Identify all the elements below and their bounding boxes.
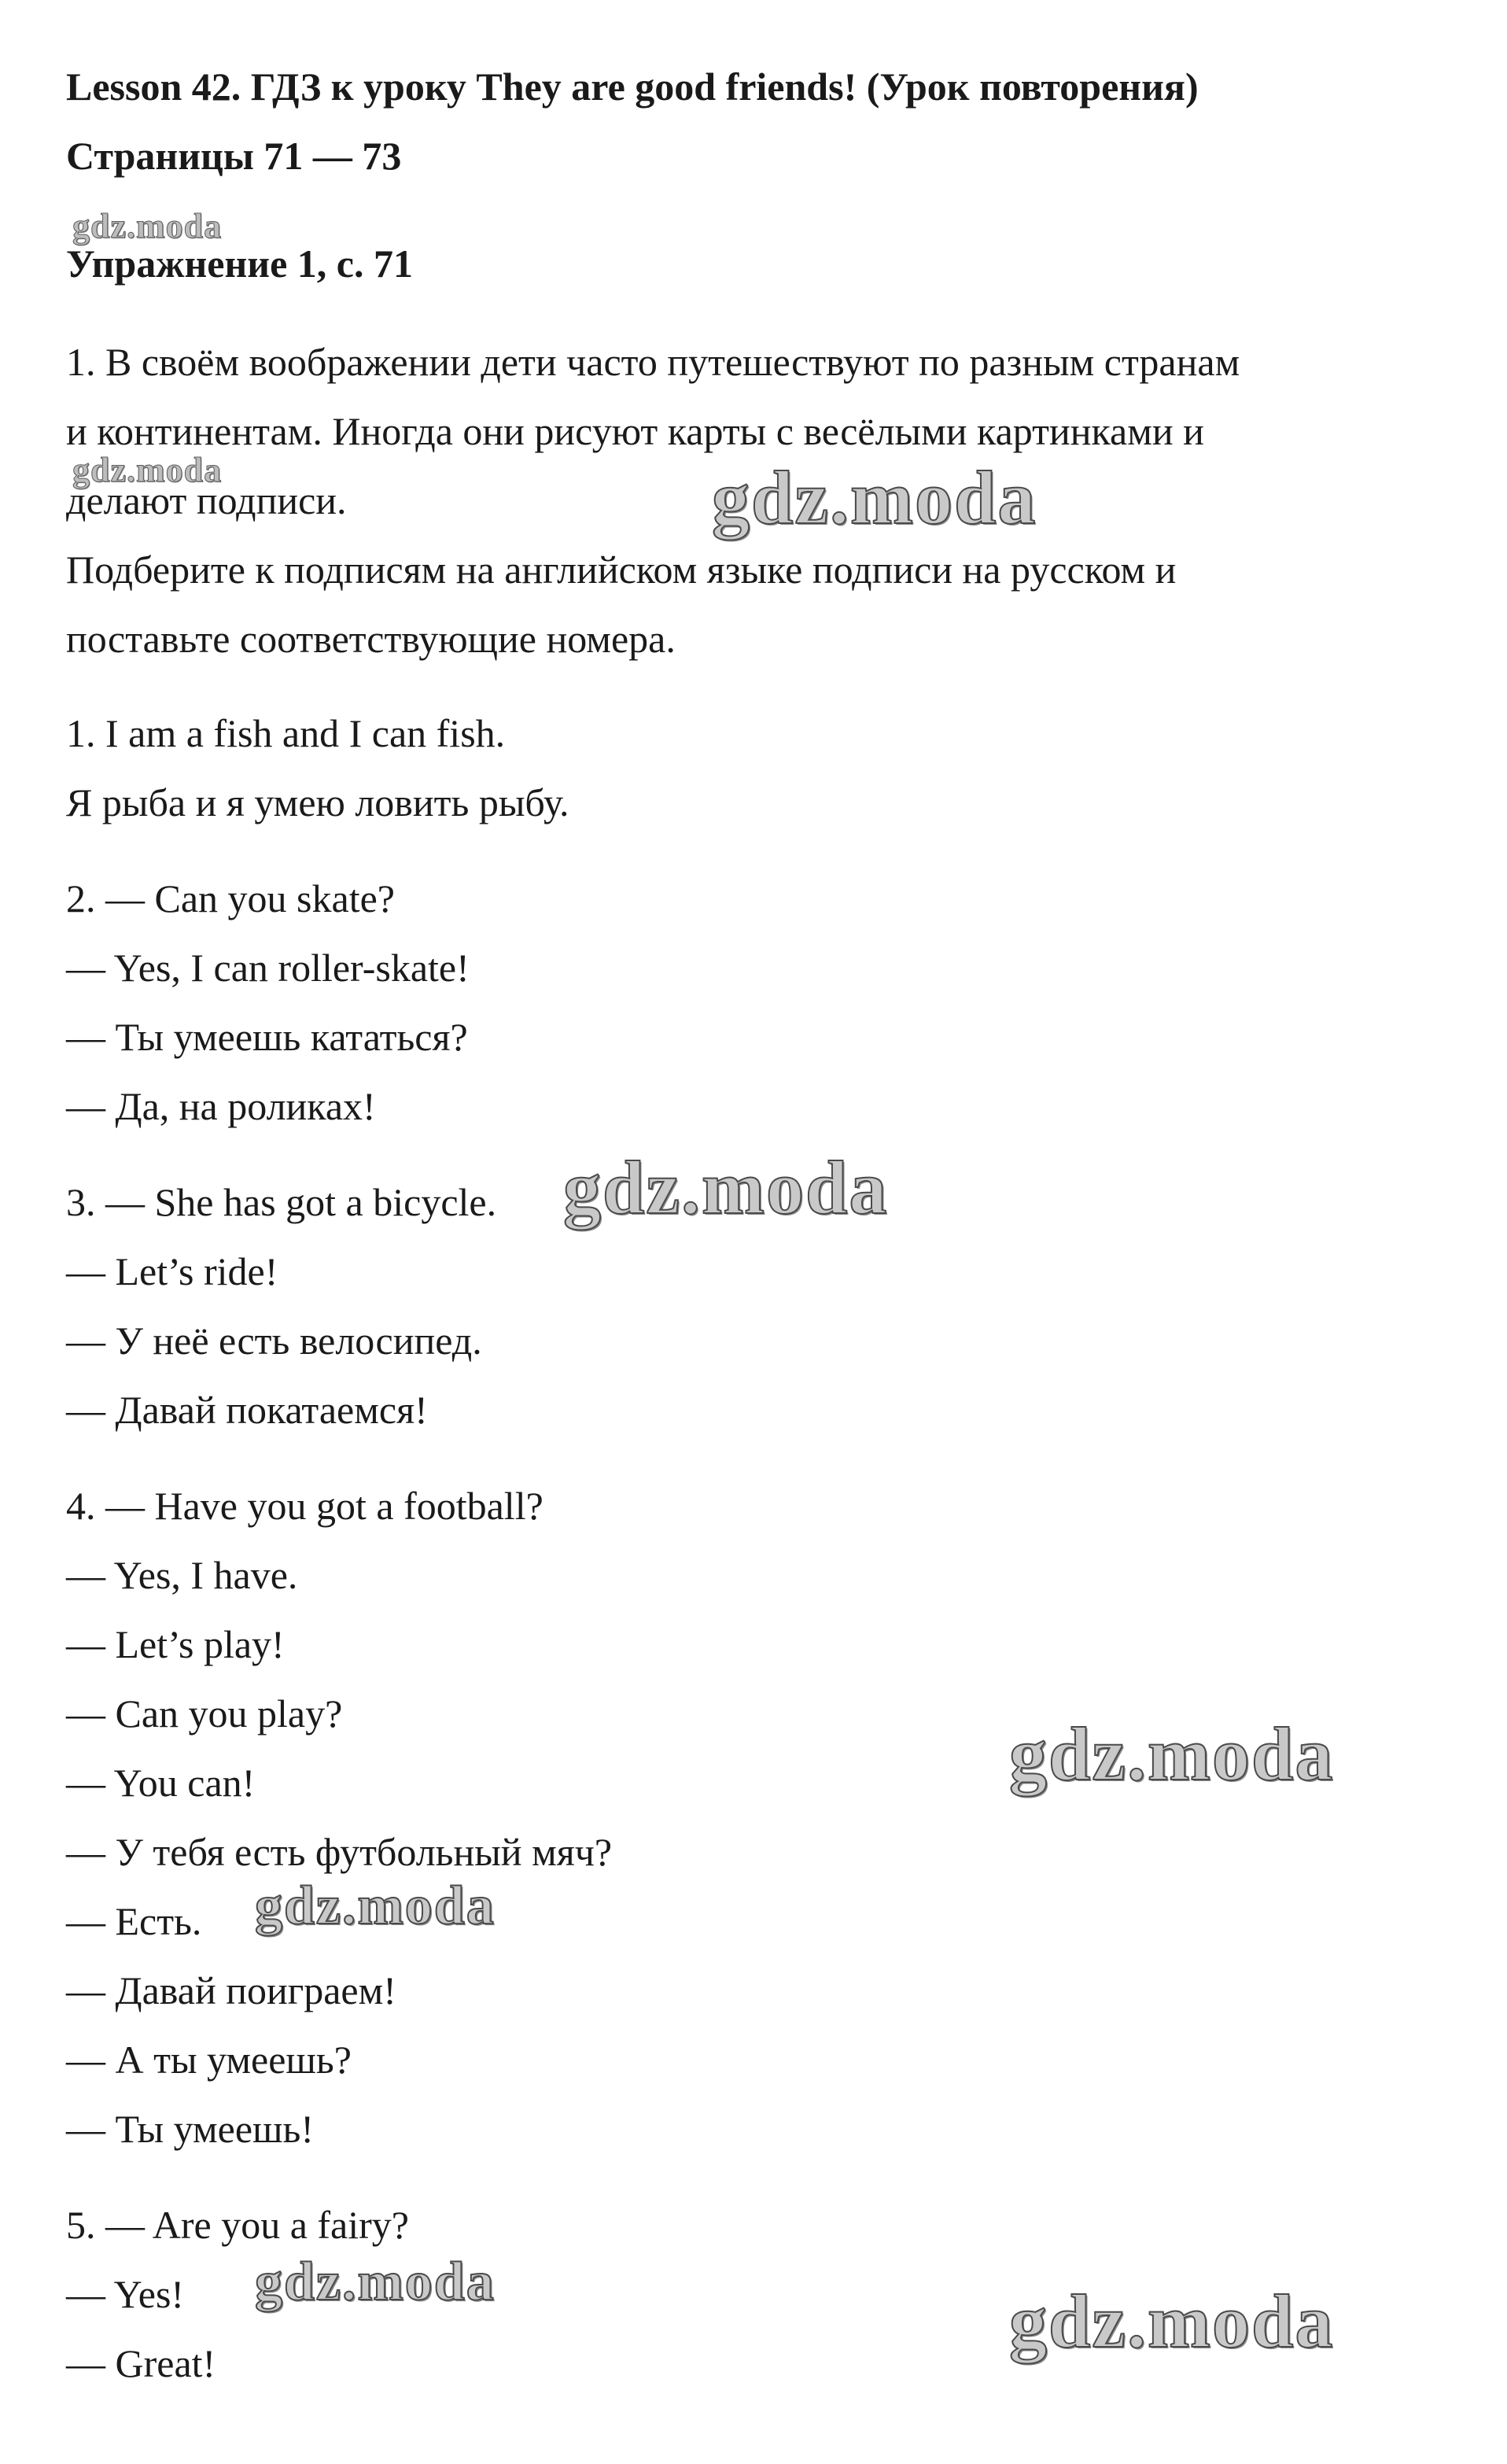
answer-line: — Давай покатаемся! <box>66 1388 428 1432</box>
answer-line: 3. — She has got a bicycle. <box>66 1180 497 1224</box>
answer-line: 1. I am a fish and I can fish. <box>66 711 506 755</box>
answer-line: — Let’s ride! <box>66 1249 278 1293</box>
page-title: Lesson 42. ГДЗ к уроку They are good friends! (Урок повторения) <box>66 65 1199 109</box>
watermark: gdz.moda <box>712 456 1037 540</box>
task-line: и континентам. Иногда они рисуют карты с весёлыми картинками и <box>66 409 1204 453</box>
task-line: поставьте соответствующие номера. <box>66 617 676 661</box>
watermark: gdz.moda <box>255 2252 496 2312</box>
answer-line: Я рыба и я умею ловить рыбу. <box>66 780 569 824</box>
task-line: Подберите к подписям на английском языке подписи на русском и <box>66 548 1177 592</box>
answer-line: — Давай поиграем! <box>66 1968 396 2012</box>
watermark: gdz.moda <box>72 207 223 245</box>
watermark: gdz.moda <box>72 451 223 489</box>
answer-line: — Ты умеешь кататься? <box>66 1015 468 1059</box>
answer-line: — А ты умеешь? <box>66 2038 352 2082</box>
exercise-heading: Упражнение 1, с. 71 <box>66 242 413 286</box>
answer-line: — Can you play? <box>66 1691 343 1735</box>
answer-line: — Yes, I can roller-skate! <box>66 946 470 990</box>
answer-line: 5. — Are you a fairy? <box>66 2203 409 2247</box>
answer-line: 2. — Can you skate? <box>66 876 395 920</box>
watermark: gdz.moda <box>1009 2279 1335 2363</box>
task-line: делают подписи. <box>66 478 347 522</box>
answer-line: — Да, на роликах! <box>66 1084 376 1128</box>
task-line: 1. В своём воображении дети часто путешествуют по разным странам <box>66 340 1240 384</box>
watermark: gdz.moda <box>255 1876 496 1936</box>
answer-line: — You can! <box>66 1761 256 1805</box>
answer-line: — Ты умеешь! <box>66 2107 314 2151</box>
answer-line: — Есть. <box>66 1899 202 1943</box>
watermark: gdz.moda <box>1009 1712 1335 1796</box>
answer-line: — Yes, I have. <box>66 1553 298 1597</box>
answer-line: — Yes! <box>66 2272 185 2316</box>
answer-line: — Let’s play! <box>66 1622 285 1666</box>
answer-line: 4. — Have you got a football? <box>66 1484 543 1528</box>
watermark: gdz.moda <box>563 1145 889 1230</box>
answer-line: — Great! <box>66 2341 216 2385</box>
answer-line: — У тебя есть футбольный мяч? <box>66 1830 613 1874</box>
answer-line: — У неё есть велосипед. <box>66 1319 482 1363</box>
pages-range: Страницы 71 — 73 <box>66 134 402 178</box>
